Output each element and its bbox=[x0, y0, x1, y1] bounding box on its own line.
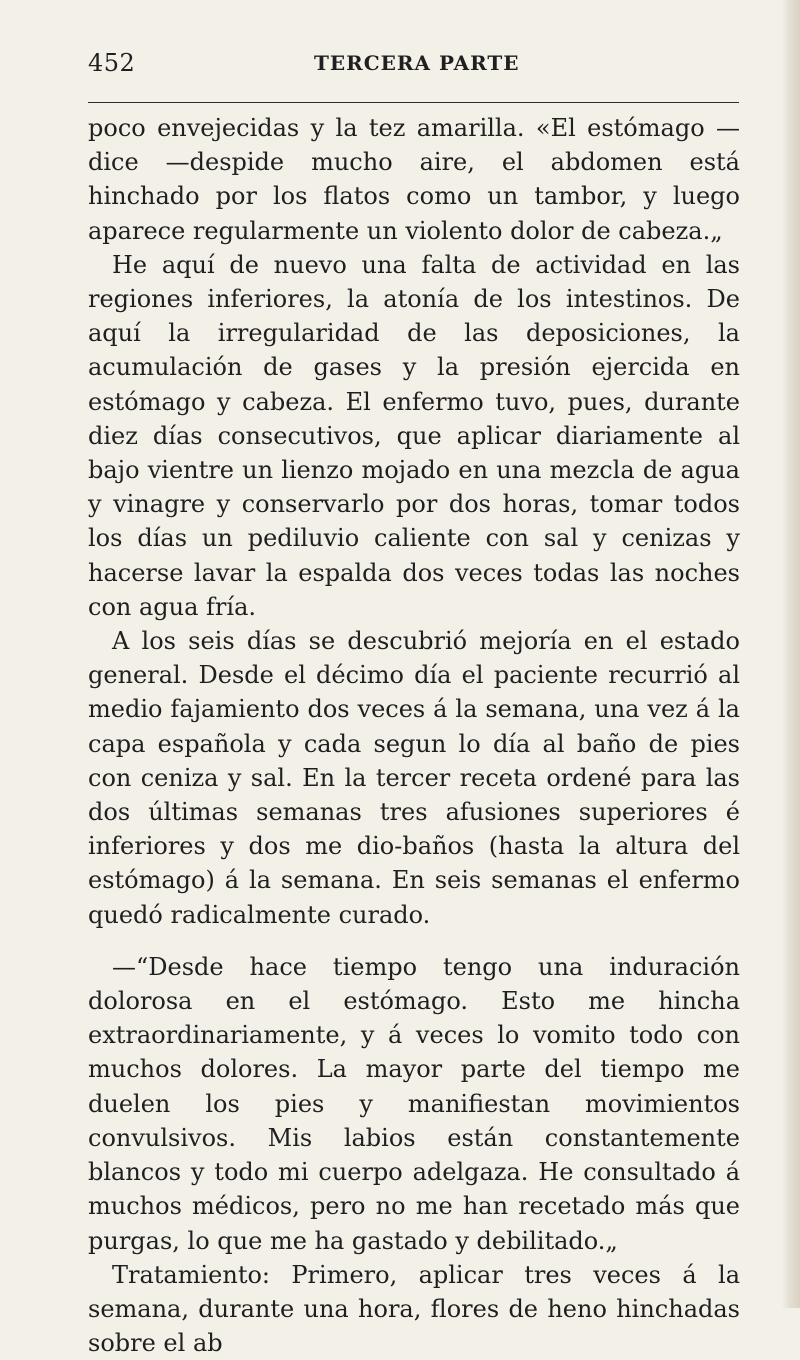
paragraph-4: —“Desde hace tiempo tengo una induración dolorosa en el estómago. Esto me hincha extraordinariamente, y á veces lo vomito todo con muchos dolores. La mayor parte del tiempo me duelen los pies y manifiestan movimientos convulsivos. Mis labios están constantemente blancos y todo mi cuerpo adelgaza. He consultado á muchos médicos, pero no me han recetado más que purgas, lo que me ha gastado y debilitado.„ bbox=[88, 952, 740, 1255]
page-number: 452 bbox=[88, 49, 136, 77]
page-edge-shadow bbox=[782, 0, 800, 1308]
paragraph-5: Tratamiento: Primero, aplicar tres veces á la semana, durante una hora, flores de heno hinchadas sobre el ab bbox=[88, 1260, 740, 1358]
paragraph-1: poco envejecidas y la tez amarilla. «El estómago — dice —despide mucho aire, el abdomen está hinchado por los flatos como un tambor, y luego aparece regularmente un violento dolor de cabeza.„ bbox=[88, 114, 740, 245]
header-divider bbox=[88, 102, 739, 103]
paragraph-2: He aquí de nuevo una falta de actividad en las regiones inferiores, la atonía de los intestinos. De aquí la irregularidad de las deposiciones, la acumulación de gases y la presión ejercida en estómago y cabeza. El enfermo tuvo, pues, durante diez días consecutivos, que aplicar diariamente al bajo vientre un lienzo mojado en una mezcla de agua y vinagre y conservarlo por dos horas, tomar todos los días un pediluvio caliente con sal y cenizas y hacerse lavar la espalda dos veces todas las noches con agua fría. bbox=[88, 250, 740, 621]
paragraph-gap bbox=[88, 932, 740, 950]
page-header bbox=[88, 49, 738, 85]
paragraph-3: A los seis días se descubrió mejoría en el estado general. Desde el décimo día el paciente recurrió al medio fajamiento dos veces á la semana, una vez á la capa española y cada segun lo día al baño de pies con ceniza y sal. En la tercer receta ordené para las dos últimas semanas tres afusiones superiores é inferiores y dos me dio-baños (hasta la altura del estómago) á la semana. En seis semanas el enfermo quedó radicalmente curado. bbox=[88, 627, 740, 929]
running-head: TERCERA PARTE bbox=[314, 51, 520, 75]
page-body bbox=[88, 111, 740, 1360]
